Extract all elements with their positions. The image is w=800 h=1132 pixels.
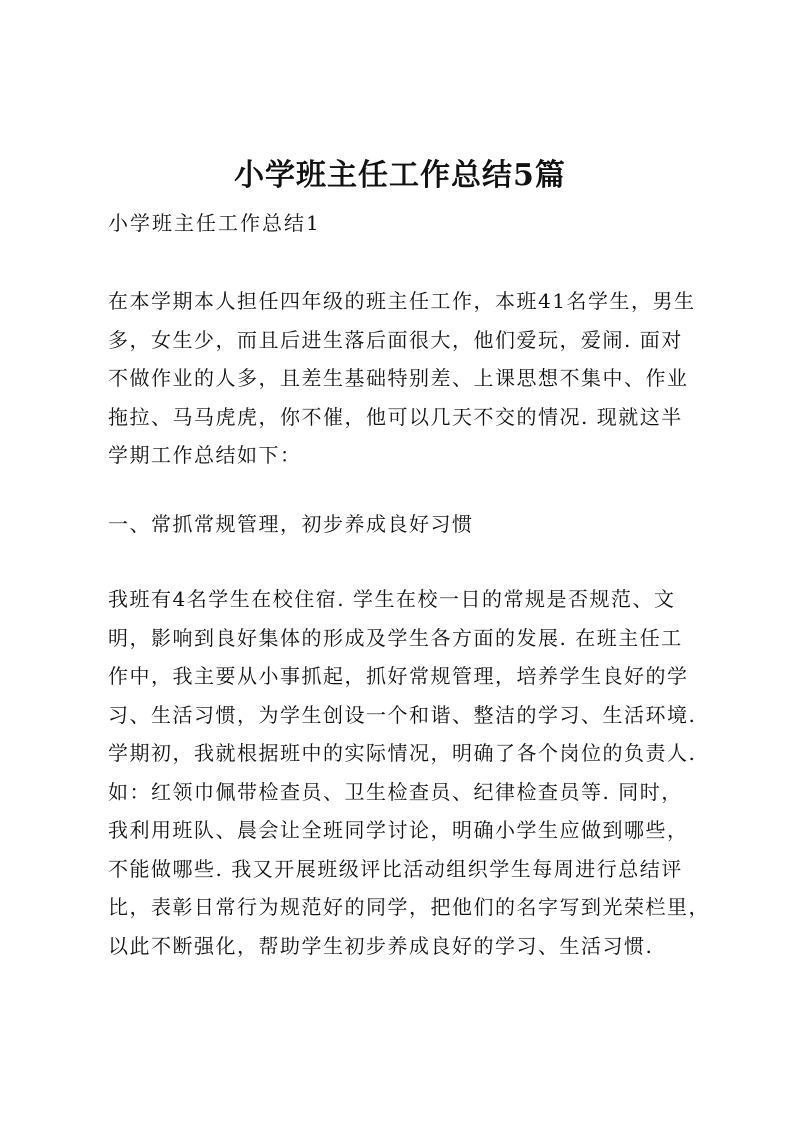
paragraph-intro [108, 282, 708, 475]
paragraph-line: 不能做哪些. 我又开展班级评比活动组织学生每周进行总结评 [108, 856, 683, 881]
paragraph-line: 明，影响到良好集体的形成及学生各方面的发展. 在班主任工 [108, 625, 683, 650]
paragraph-line: 在本学期本人担任四年级的班主任工作，本班41名学生，男生 [108, 289, 696, 313]
paragraph-line: 作中，我主要从小事抓起，抓好常规管理，培养学生良好的学 [108, 664, 689, 688]
document-subtitle: 小学班主任工作总结1 [108, 211, 321, 235]
section-heading: 一、常抓常规管理，初步养成良好习惯 [108, 512, 474, 536]
paragraph-line: 学期初，我就根据班中的实际情况，明确了各个岗位的负责人. [108, 741, 697, 765]
paragraph-line: 拖拉、马马虎虎，你不催，他可以几天不交的情况. 现就这半 [108, 404, 683, 429]
paragraph-line: 习、生活习惯，为学生创设一个和谐、整洁的学习、生活环境. [108, 702, 697, 727]
paragraph-line: 不做作业的人多，且差生基础特别差、上课思想不集中、作业 [108, 366, 689, 390]
paragraph-line: 多，女生少，而且后进生落后面很大，他们爱玩，爱闹. 面对 [108, 327, 683, 352]
paragraph-line: 比，表彰日常行为规范好的同学，把他们的名字写到光荣栏里， [108, 895, 710, 919]
paragraph-line: 如：红领巾佩带检查员、卫生检查员、纪律检查员等. 同时， [108, 779, 683, 804]
document-title: 小学班主任工作总结5篇 [234, 158, 566, 193]
paragraph-line: 学期工作总结如下： [108, 443, 302, 467]
paragraph-line: 我利用班队、晨会让全班同学讨论，明确小学生应做到哪些， [108, 818, 689, 842]
paragraph-line: 以此不断强化，帮助学生初步养成良好的学习、生活习惯. [108, 933, 654, 958]
paragraph-section-1 [108, 580, 708, 965]
paragraph-line: 我班有4名学生在校住宿. 学生在校一日的常规是否规范、文 [108, 587, 676, 611]
